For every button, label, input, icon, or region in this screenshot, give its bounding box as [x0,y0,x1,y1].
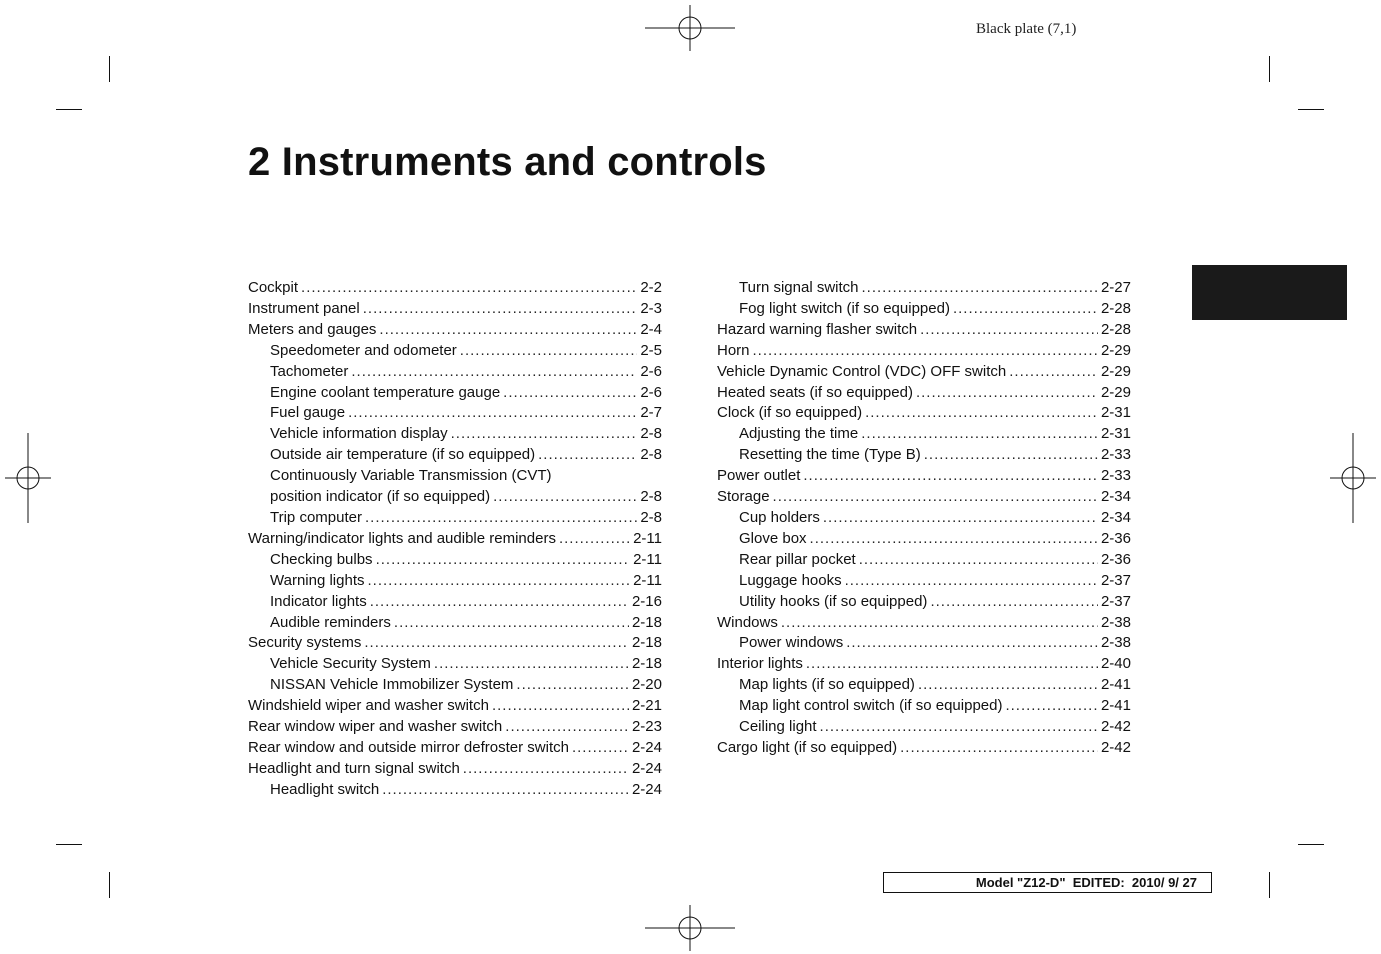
toc-entry-label: Adjusting the time [739,425,859,443]
toc-entry-page: 2-29 [1100,383,1131,401]
toc-entry-label: Map light control switch (if so equipped) [739,697,1003,715]
toc-entry-label: Glove box [739,529,807,547]
toc-entry[interactable] [717,487,1131,508]
toc-entry-label: Power outlet [717,467,801,485]
leader-dots [773,487,1098,508]
toc-entry[interactable] [248,675,662,696]
toc-entry-page: 2-16 [631,592,662,610]
toc-entry[interactable] [717,466,1131,487]
toc-entry-page: 2-24 [631,780,662,798]
toc-entry[interactable] [248,717,662,738]
leader-dots [394,613,629,634]
toc-entry-page: 2-11 [633,529,662,547]
toc-entry[interactable] [248,383,662,404]
toc-entry-label: Indicator lights [270,592,367,610]
toc-entry-page: 2-8 [640,508,662,526]
toc-entry-label: Resetting the time (Type B) [739,446,921,464]
toc-entry[interactable] [248,341,662,362]
crop-mark [109,872,110,898]
toc-entry-page: 2-28 [1100,320,1131,338]
leader-dots [930,592,1098,613]
toc-entry-label: Heated seats (if so equipped) [717,383,913,401]
toc-entry[interactable] [248,613,662,634]
toc-entry-label: Windows [717,613,778,631]
toc-entry-label: Headlight switch [270,780,380,798]
leader-dots [753,341,1098,362]
toc-entry-label: Vehicle Security System [270,655,431,673]
leader-dots [806,654,1098,675]
toc-entry-label: Security systems [248,634,362,652]
leader-dots [803,466,1098,487]
leader-dots [364,633,629,654]
toc-entry[interactable] [248,529,662,550]
leader-dots [351,362,637,383]
toc-entry-label: Rear window and outside mirror defroster switch [248,738,569,756]
toc-entry[interactable] [717,738,1131,759]
toc-entry[interactable] [717,508,1131,529]
toc-entry[interactable] [717,592,1131,613]
toc-entry[interactable] [717,403,1131,424]
leader-dots [861,424,1098,445]
toc-entry-label: Utility hooks (if so equipped) [739,592,928,610]
toc-entry-page: 2-31 [1100,425,1131,443]
toc-entry-page: 2-33 [1100,446,1131,464]
leader-dots [538,445,637,466]
toc-entry-label: Audible reminders [270,613,391,631]
toc-entry[interactable] [717,613,1131,634]
toc-entry[interactable] [717,341,1131,362]
leader-dots [859,550,1098,571]
leader-dots [370,592,629,613]
toc-entry[interactable] [717,675,1131,696]
leader-dots [572,738,629,759]
toc-entry-label: Trip computer [270,508,362,526]
toc-entry[interactable] [717,445,1131,466]
registration-mark-bottom [645,905,735,951]
toc-entry-label: Continuously Variable Transmission (CVT) [270,467,552,485]
toc-entry-label: Fog light switch (if so equipped) [739,299,950,317]
toc-entry-label: Meters and gauges [248,320,377,338]
leader-dots [365,508,637,529]
toc-entry-label-continued: position indicator (if so equipped) [270,488,491,506]
toc-entry-page: 2-29 [1100,362,1131,380]
leader-dots [348,403,637,424]
leader-dots [493,487,637,508]
toc-entry-page: 2-38 [1100,613,1131,631]
leader-dots [918,675,1098,696]
registration-mark-right [1330,433,1376,523]
crop-mark [1269,56,1270,82]
toc-entry-page: 2-41 [1100,697,1131,715]
toc-entry[interactable] [248,320,662,341]
toc-entry-page: 2-8 [640,446,662,464]
leader-dots [1009,362,1098,383]
toc-entry-page: 2-38 [1100,634,1131,652]
toc-right-column [717,278,1131,759]
toc-entry-page: 2-37 [1100,571,1131,589]
toc-entry-label: Rear window wiper and washer switch [248,718,503,736]
toc-entry-page: 2-42 [1100,718,1131,736]
toc-entry-page: 2-36 [1100,550,1131,568]
leader-dots [916,383,1098,404]
toc-entry[interactable] [717,571,1131,592]
toc-entry[interactable] [248,592,662,613]
toc-entry-page: 2-18 [631,634,662,652]
leader-dots [434,654,629,675]
toc-entry-label: Storage [717,488,770,506]
toc-entry[interactable] [717,550,1131,571]
toc-entry[interactable] [248,445,662,466]
toc-entry-page: 2-4 [640,320,662,338]
toc-entry[interactable] [717,362,1131,383]
toc-entry-label: Vehicle Dynamic Control (VDC) OFF switch [717,362,1007,380]
leader-dots [463,759,629,780]
toc-entry-label: Instrument panel [248,299,360,317]
toc-entry-page: 2-6 [640,383,662,401]
leader-dots [363,299,638,320]
registration-mark-left [5,433,51,523]
toc-entry-label: Turn signal switch [739,279,859,296]
leader-dots [823,508,1098,529]
toc-entry-page: 2-21 [631,697,662,715]
toc-entry[interactable] [717,529,1131,550]
toc-entry-label: Engine coolant temperature gauge [270,383,501,401]
leader-dots [460,341,638,362]
toc-entry-label: Speedometer and odometer [270,341,457,359]
toc-entry-label: Headlight and turn signal switch [248,759,460,777]
toc-entry[interactable] [248,759,662,780]
toc-entry-label: Checking bulbs [270,550,373,568]
leader-dots [379,320,637,341]
toc-entry[interactable] [248,633,662,654]
toc-entry-label: Power windows [739,634,844,652]
crop-mark [56,109,82,110]
toc-entry-page: 2-24 [631,738,662,756]
toc-entry-label: Warning/indicator lights and audible reminders [248,529,556,547]
toc-entry-label: Luggage hooks [739,571,842,589]
toc-entry-page: 2-8 [640,425,662,443]
toc-entry-label: Fuel gauge [270,404,346,422]
toc-entry-page: 2-36 [1100,529,1131,547]
leader-dots [900,738,1098,759]
leader-dots [845,571,1098,592]
leader-dots [376,550,631,571]
leader-dots [503,383,637,404]
toc-entry[interactable] [717,696,1131,717]
crop-mark [1298,109,1324,110]
toc-entry[interactable] [248,780,662,801]
toc-entry-page: 2-7 [640,404,662,422]
leader-dots [382,780,629,801]
leader-dots [862,278,1098,299]
toc-entry[interactable] [717,424,1131,445]
crop-mark [1298,844,1324,845]
toc-entry-label: Horn [717,341,750,359]
leader-dots [820,717,1098,738]
toc-entry-page: 2-11 [633,571,662,589]
toc-entry-page: 2-6 [640,362,662,380]
crop-mark [1269,872,1270,898]
toc-entry-page: 2-11 [633,550,662,568]
toc-entry[interactable] [717,633,1131,654]
leader-dots [367,571,630,592]
leader-dots [781,613,1098,634]
toc-entry-page: 2-40 [1100,655,1131,673]
toc-entry[interactable] [248,508,662,529]
toc-entry[interactable] [248,696,662,717]
toc-entry-label: Warning lights [270,571,365,589]
toc-entry[interactable] [717,278,1131,299]
toc-entry-page: 2-8 [640,488,662,506]
leader-dots [924,445,1098,466]
leader-dots [516,675,629,696]
toc-entry-page: 2-27 [1100,279,1131,296]
toc-entry-page: 2-23 [631,718,662,736]
toc-entry[interactable] [717,717,1131,738]
toc-entry-label: Hazard warning flasher switch [717,320,918,338]
leader-dots [559,529,630,550]
toc-entry-label: Vehicle information display [270,425,448,443]
leader-dots [810,529,1098,550]
toc-entry[interactable] [248,571,662,592]
toc-entry[interactable] [248,550,662,571]
toc-entry[interactable] [248,738,662,759]
leader-dots [846,633,1098,654]
leader-dots [492,696,629,717]
leader-dots [920,320,1098,341]
toc-entry-label: NISSAN Vehicle Immobilizer System [270,676,514,694]
toc-entry-page: 2-5 [640,341,662,359]
toc-entry-page: 2-18 [631,613,662,631]
toc-entry[interactable] [717,320,1131,341]
leader-dots [301,278,637,299]
toc-entry[interactable] [248,299,662,320]
toc-entry-label: Cargo light (if so equipped) [717,738,898,756]
toc-entry-label: Windshield wiper and washer switch [248,697,489,715]
toc-entry-page: 2-3 [640,299,662,317]
crop-mark [109,56,110,82]
toc-entry[interactable] [717,383,1131,404]
toc-entry[interactable] [248,403,662,424]
plate-label: Black plate (7,1) [976,21,1077,37]
toc-entry[interactable] [248,466,662,508]
toc-entry[interactable] [717,299,1131,320]
toc-entry-page: 2-37 [1100,592,1131,610]
toc-entry-page: 2-34 [1100,508,1131,526]
toc-entry-label: Ceiling light [739,718,817,736]
toc-entry-label: Cup holders [739,508,820,526]
toc-entry-page: 2-18 [631,655,662,673]
toc-entry-label: Outside air temperature (if so equipped) [270,446,536,464]
crop-mark [56,844,82,845]
toc-entry[interactable] [248,654,662,675]
toc-entry-page: 2-24 [631,759,662,777]
toc-entry-label: Map lights (if so equipped) [739,676,915,694]
toc-entry-page: 2-20 [631,676,662,694]
registration-mark-top [645,5,735,51]
toc-entry-label: Cockpit [248,279,299,296]
toc-left-column [248,278,662,801]
toc-entry-label: Interior lights [717,655,803,673]
toc-entry-page: 2-33 [1100,467,1131,485]
toc-entry-label: Clock (if so equipped) [717,404,863,422]
chapter-thumb-tab [1192,265,1347,320]
toc-entry-label: Rear pillar pocket [739,550,856,568]
toc-entry[interactable] [248,362,662,383]
toc-entry[interactable] [248,424,662,445]
toc-entry-page: 2-29 [1100,341,1131,359]
toc-entry-label: Tachometer [270,362,349,380]
leader-dots [451,424,638,445]
toc-entry[interactable] [717,654,1131,675]
toc-entry-page: 2-28 [1100,299,1131,317]
chapter-title: 2 Instruments and controls [248,140,767,184]
toc-entry[interactable] [248,278,662,299]
leader-dots [1005,696,1098,717]
footer-model-info: Model "Z12-D" EDITED: 2010/ 9/ 27 [883,872,1212,893]
toc-entry-page: 2-41 [1100,676,1131,694]
toc-entry-page: 2-31 [1100,404,1131,422]
leader-dots [953,299,1098,320]
leader-dots [865,403,1098,424]
toc-entry-page: 2-42 [1100,738,1131,756]
leader-dots [505,717,629,738]
toc-entry-page: 2-34 [1100,488,1131,506]
toc-entry-page: 2-2 [640,279,662,296]
